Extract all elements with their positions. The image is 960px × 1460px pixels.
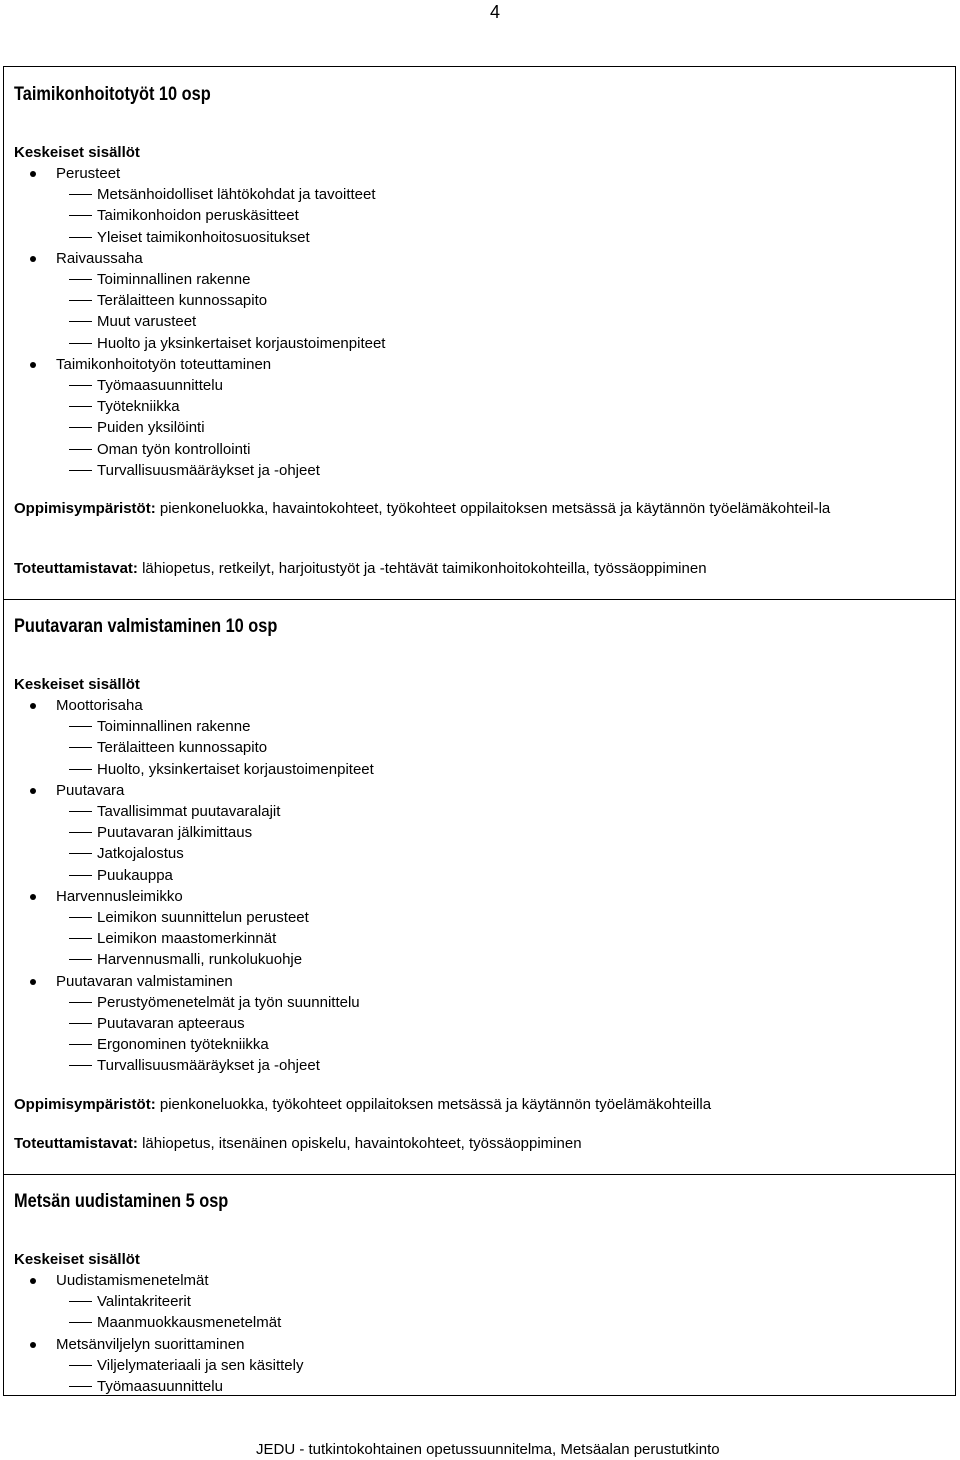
dash-subitem: Maanmuokkausmenetelmät <box>14 1312 945 1333</box>
contents-list <box>14 695 945 1077</box>
dash-subitem: Tavallisimmat puutavaralajit <box>14 801 945 822</box>
dash-subitem: Huolto, yksinkertaiset korjaustoimenpiteet <box>14 759 945 780</box>
dash-subitem: Leimikon maastomerkinnät <box>14 928 945 949</box>
environments-text: pienkoneluokka, havaintokohteet, työkohteet oppilaitoksen metsässä ja käytännön työelämäkohteil-la <box>155 500 831 517</box>
dash-subitem: Terälaitteen kunnossapito <box>14 290 945 311</box>
contents-heading: Keskeiset sisällöt <box>14 144 140 161</box>
dash-subitem: Puukauppa <box>14 865 945 886</box>
dash-subitem: Toiminnallinen rakenne <box>14 716 945 737</box>
environments-text: pienkoneluokka, työkohteet oppilaitoksen metsässä ja käytännön työelämäkohteilla <box>155 1096 712 1113</box>
methods-label: Toteuttamistavat: <box>14 1135 138 1152</box>
section-divider <box>4 1174 955 1175</box>
dash-subitem: Toiminnallinen rakenne <box>14 269 945 290</box>
bullet-item: Perusteet <box>14 163 945 184</box>
dash-subitem: Puutavaran jälkimittaus <box>14 822 945 843</box>
section-title: Puutavaran valmistaminen 10 osp <box>14 616 278 637</box>
dash-subitem: Leimikon suunnittelun perusteet <box>14 907 945 928</box>
bullet-item: Puutavaran valmistaminen <box>14 971 945 992</box>
bullet-item: Harvennusleimikko <box>14 886 945 907</box>
section-title: Taimikonhoitotyöt 10 osp <box>14 84 211 105</box>
implementation-methods <box>14 1134 941 1153</box>
page-footer: JEDU - tutkintokohtainen opetussuunnitelma, Metsäalan perustutkinto <box>256 1441 720 1458</box>
bullet-item: Puutavara <box>14 780 945 801</box>
bullet-item: Uudistamismenetelmät <box>14 1270 945 1291</box>
learning-environments <box>14 499 941 518</box>
dash-subitem: Metsänhoidolliset lähtökohdat ja tavoitteet <box>14 184 945 205</box>
implementation-methods <box>14 559 941 578</box>
dash-subitem: Perustyömenetelmät ja työn suunnittelu <box>14 992 945 1013</box>
dash-subitem: Turvallisuusmääräykset ja -ohjeet <box>14 1055 945 1076</box>
bullet-item: Taimikonhoitotyön toteuttaminen <box>14 354 945 375</box>
dash-subitem: Puiden yksilöinti <box>14 417 945 438</box>
contents-list <box>14 1270 945 1397</box>
page-number: 4 <box>489 2 500 22</box>
dash-subitem: Oman työn kontrollointi <box>14 439 945 460</box>
dash-subitem: Jatkojalostus <box>14 843 945 864</box>
contents-heading: Keskeiset sisällöt <box>14 1251 140 1268</box>
dash-subitem: Turvallisuusmääräykset ja -ohjeet <box>14 460 945 481</box>
content-box <box>3 66 956 1396</box>
bullet-item: Moottorisaha <box>14 695 945 716</box>
dash-subitem: Ergonominen työtekniikka <box>14 1034 945 1055</box>
dash-subitem: Yleiset taimikonhoitosuositukset <box>14 227 945 248</box>
section-divider <box>4 599 955 600</box>
dash-subitem: Puutavaran apteeraus <box>14 1013 945 1034</box>
dash-subitem: Työtekniikka <box>14 396 945 417</box>
methods-label: Toteuttamistavat: <box>14 560 138 577</box>
methods-text: lähiopetus, itsenäinen opiskelu, havaintokohteet, työssäoppiminen <box>137 1135 582 1152</box>
bullet-item: Raivaussaha <box>14 248 945 269</box>
bullet-item: Metsänviljelyn suorittaminen <box>14 1334 945 1355</box>
dash-subitem: Huolto ja yksinkertaiset korjaustoimenpiteet <box>14 333 945 354</box>
dash-subitem: Viljelymateriaali ja sen käsittely <box>14 1355 945 1376</box>
dash-subitem: Taimikonhoidon peruskäsitteet <box>14 205 945 226</box>
section-title: Metsän uudistaminen 5 osp <box>14 1191 229 1212</box>
contents-list <box>14 163 945 481</box>
dash-subitem: Terälaitteen kunnossapito <box>14 737 945 758</box>
dash-subitem: Valintakriteerit <box>14 1291 945 1312</box>
dash-subitem: Työmaasuunnittelu <box>14 1376 945 1397</box>
dash-subitem: Muut varusteet <box>14 311 945 332</box>
dash-subitem: Työmaasuunnittelu <box>14 375 945 396</box>
learning-environments <box>14 1095 941 1114</box>
environments-label: Oppimisympäristöt: <box>14 500 156 517</box>
methods-text: lähiopetus, retkeilyt, harjoitustyöt ja -tehtävät taimikonhoitokohteilla, työssäoppiminen <box>137 560 707 577</box>
environments-label: Oppimisympäristöt: <box>14 1096 156 1113</box>
contents-heading: Keskeiset sisällöt <box>14 676 140 693</box>
dash-subitem: Harvennusmalli, runkolukuohje <box>14 949 945 970</box>
